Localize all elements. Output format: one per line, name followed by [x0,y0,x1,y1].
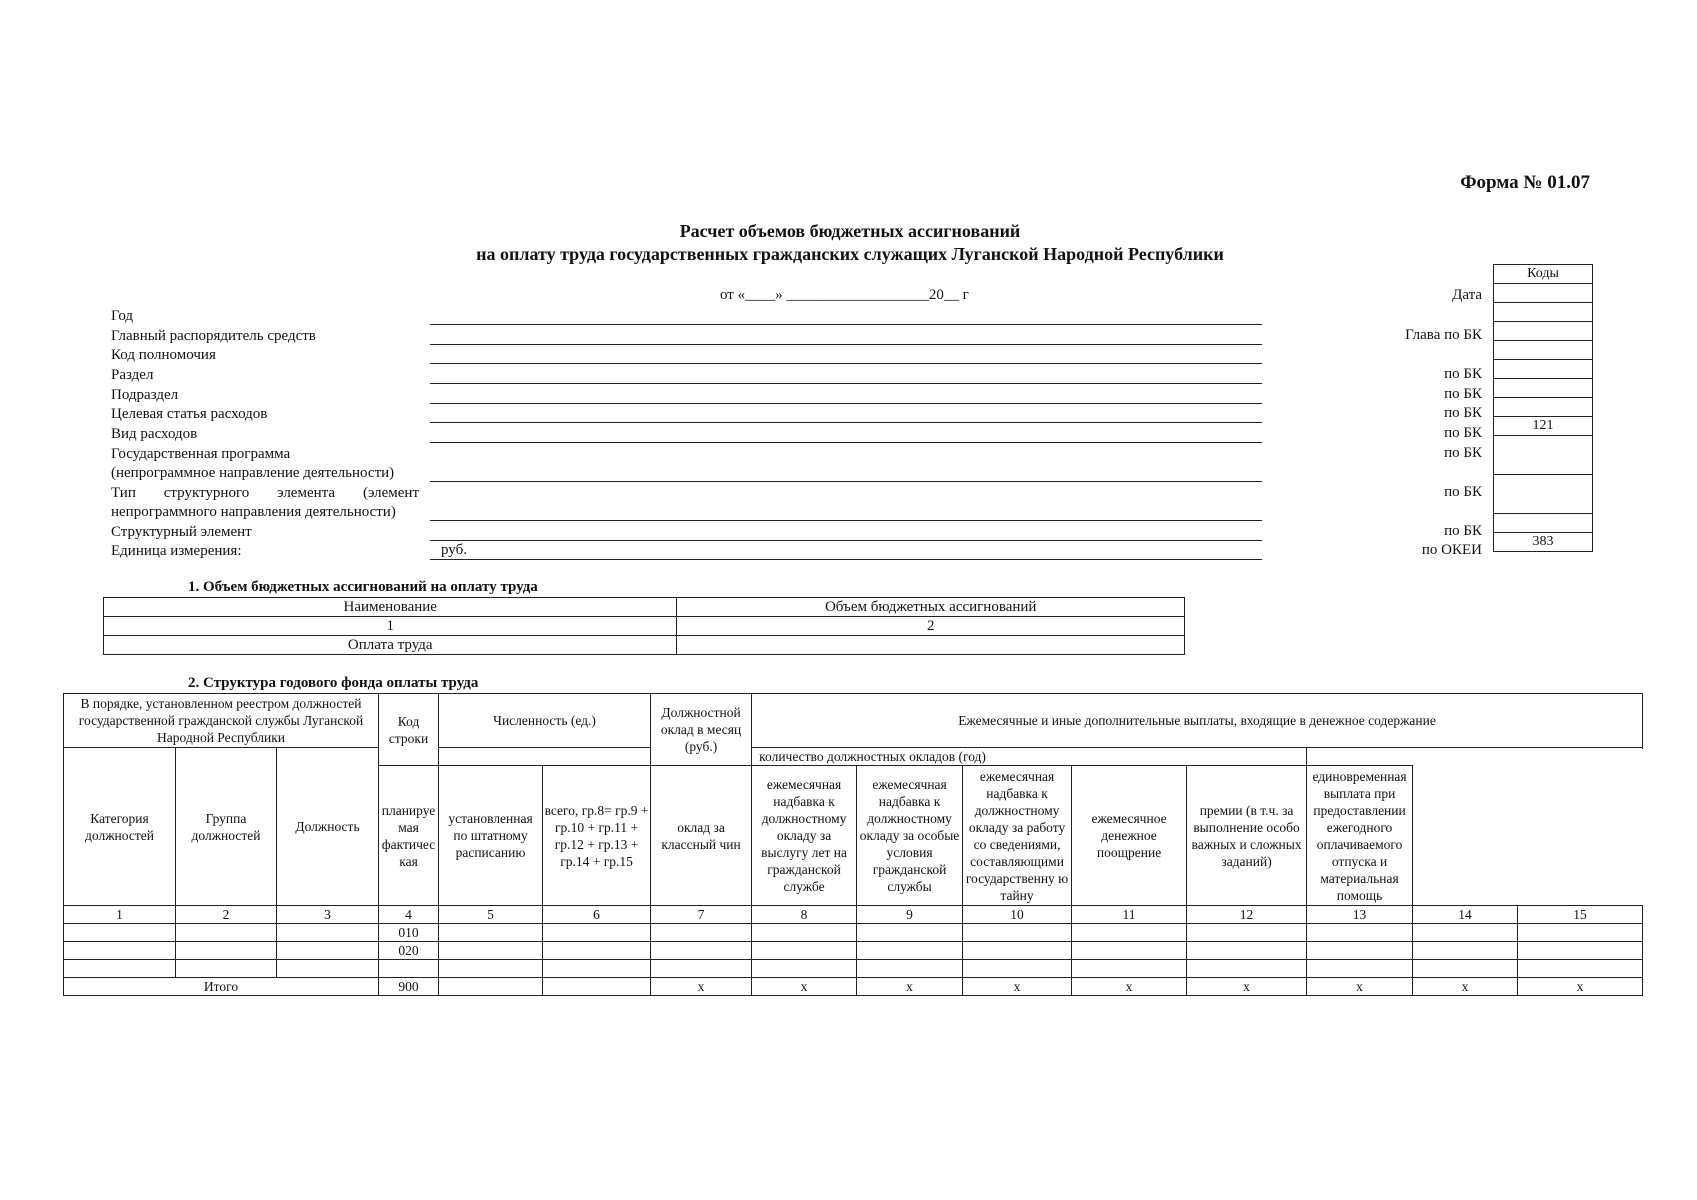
x-mark: x [1072,978,1187,996]
label-expense-type: Вид расходов [111,426,198,442]
col-number: 6 [543,906,651,924]
cell[interactable] [963,942,1072,960]
col-header-planned: планируемая фактическая [379,766,439,906]
col-header-group: Группа должностей [176,748,277,906]
unit-value: руб. [441,542,467,558]
cell[interactable] [857,960,963,978]
field-line-authority-code[interactable] [430,363,1262,364]
code-structural-element[interactable] [1494,514,1593,533]
x-mark: x [1413,978,1518,996]
x-mark: x [1307,978,1413,996]
col-header-volume: Объем бюджетных ассигнований [677,598,1185,617]
cell[interactable] [1413,960,1518,978]
cell[interactable] [277,924,379,942]
field-line-target-item[interactable] [430,422,1262,423]
x-mark: x [651,978,752,996]
code-blank[interactable] [1494,303,1593,322]
row-code: 020 [379,942,439,960]
code-subsection[interactable] [1494,379,1593,398]
field-line-expense-type[interactable] [430,442,1262,443]
cell[interactable] [1413,924,1518,942]
col-number: 2 [176,906,277,924]
registry-header: В порядке, установленном реестром должностей государственной гражданской службы Луганской Народной Республики [64,694,379,748]
code-state-program[interactable] [1494,436,1593,475]
headcount-header: Численность (ед.) [439,694,651,748]
col-number: 15 [1518,906,1643,924]
right-label-chapter: Глава по БК [1405,327,1482,343]
field-line-year[interactable] [430,324,1262,325]
code-okei[interactable]: 383 [1494,533,1593,552]
cell[interactable] [752,942,857,960]
code-target-item[interactable] [1494,398,1593,417]
col-number: 4 [379,906,439,924]
cell[interactable] [543,978,651,996]
code-date[interactable] [1494,284,1593,303]
date-line: от «____» ___________________20__ г [720,287,969,303]
cell[interactable] [64,924,176,942]
label-authority-code: Код полномочия [111,347,216,363]
codes-header: Коды [1494,265,1593,284]
label-element-type: Тип структурного элемента (элемент [111,485,419,501]
cell[interactable] [651,960,752,978]
table-row [64,960,1643,978]
cell[interactable] [1518,960,1643,978]
x-mark: x [1187,978,1307,996]
cell[interactable] [1307,942,1413,960]
col-number: 2 [677,617,1185,636]
col-number: 1 [64,906,176,924]
cell[interactable] [176,960,277,978]
col-header-established: установленная по штатному расписанию [439,766,543,906]
cell[interactable] [963,960,1072,978]
cell[interactable] [1307,960,1413,978]
field-line-structural-element[interactable] [430,540,1262,541]
cell[interactable] [176,942,277,960]
right-label-expense-type: по БК [1444,425,1482,441]
cell[interactable] [439,960,543,978]
field-line-unit[interactable] [430,559,1262,560]
cell[interactable] [543,960,651,978]
cell[interactable] [439,978,543,996]
field-line-section[interactable] [430,383,1262,384]
label-main-manager: Главный распорядитель средств [111,328,316,344]
x-mark: x [752,978,857,996]
col-number: 12 [1187,906,1307,924]
label-subsection: Подраздел [111,387,179,403]
col-header-15: единовременная выплата при предоставлении ежегодного оплачиваемого отпуска и материальная помощь [1307,766,1413,906]
cell[interactable] [176,924,277,942]
cell[interactable] [543,942,651,960]
label-unit: Единица измерения: [111,543,242,559]
right-label-date: Дата [1452,287,1482,303]
label-target-item: Целевая статья расходов [111,406,268,422]
col-number: 10 [963,906,1072,924]
field-line-subsection[interactable] [430,403,1262,404]
payments-header: Ежемесячные и иные дополнительные выплаты, входящие в денежное содержание [752,694,1643,748]
row-label-payroll: Оплата труда [104,636,677,655]
col-header-12: ежемесячная надбавка к должностному окладу за работу со сведениями, составляющими государственну ю тайну [963,766,1072,906]
right-label-target-item: по БК [1444,405,1482,421]
label-structural-element: Структурный элемент [111,524,252,540]
row-code: 010 [379,924,439,942]
col-header-10: ежемесячная надбавка к должностному окладу за выслугу лет на гражданской службе [752,766,857,906]
label-element-type-note: непрограммного направления деятельности) [111,504,396,520]
x-mark: x [857,978,963,996]
col-number: 7 [651,906,752,924]
label-state-program: Государственная программа [111,446,291,462]
col-header-11: ежемесячная надбавка к должностному окладу за особые условия гражданской службы [857,766,963,906]
document-title-line2: на оплату труда государственных гражданских служащих Луганской Народной Республики [476,244,1224,264]
col-number: 13 [1307,906,1413,924]
cell[interactable] [1187,924,1307,942]
cell[interactable] [64,960,176,978]
cell[interactable] [857,942,963,960]
col-number: 11 [1072,906,1187,924]
label-year: Год [111,308,134,324]
cell[interactable] [277,960,379,978]
label-state-program-note: (непрограммное направление деятельности) [111,465,395,481]
cell[interactable] [1413,942,1518,960]
field-line-main-manager[interactable] [430,344,1262,345]
cell[interactable] [439,942,543,960]
total-label: Итого [64,978,379,996]
form-number: Форма № 01.07 [1460,172,1590,193]
col-header-salary: Должностной оклад в месяц (руб.) [651,694,752,766]
col-header-13: ежемесячное денежное поощрение [1072,766,1187,906]
total-row [64,978,1643,996]
cell[interactable] [1518,942,1643,960]
right-label-structural-element: по БК [1444,523,1482,539]
label-section: Раздел [111,367,154,383]
cell[interactable] [64,942,176,960]
col-header-position: Должность [277,748,379,906]
cell[interactable] [1072,960,1187,978]
cell[interactable] [857,924,963,942]
col-header-14: премии (в т.ч. за выполнение особо важных и сложных заданий) [1187,766,1307,906]
cell[interactable] [752,924,857,942]
field-line-state-program[interactable] [430,481,1262,482]
col-number: 9 [857,906,963,924]
cell[interactable] [1518,924,1643,942]
field-line-element-type[interactable] [430,520,1262,521]
budget-volume-table [103,597,1185,655]
code-authority[interactable] [1494,341,1593,360]
cell[interactable] [439,924,543,942]
cell[interactable] [1187,960,1307,978]
cell[interactable] [752,960,857,978]
right-label-state-program: по БК [1444,445,1482,461]
code-element-type[interactable] [1494,475,1593,514]
section2-title: 2. Структура годового фонда оплаты труда [188,675,479,691]
right-label-okei: по ОКЕИ [1421,542,1482,558]
x-mark: x [963,978,1072,996]
codes-table [1493,264,1593,552]
col-number: 1 [104,617,677,636]
col-number: 3 [277,906,379,924]
salaries-count-header: количество должностных окладов (год) [439,748,1307,766]
document-title-line1: Расчет объемов бюджетных ассигнований [679,221,1021,241]
right-label-section: по БК [1444,366,1482,382]
cell[interactable] [963,924,1072,942]
payroll-structure-table [63,693,1643,996]
col-header-name: Наименование [104,598,677,617]
section1-title: 1. Объем бюджетных ассигнований на оплату труда [188,579,538,595]
right-label-subsection: по БК [1444,386,1482,402]
table-row [64,942,1643,960]
row-code [379,960,439,978]
cell-payroll-volume[interactable] [677,636,1185,655]
col-number: 8 [752,906,857,924]
cell[interactable] [1072,924,1187,942]
cell[interactable] [277,942,379,960]
code-chapter[interactable] [1494,322,1593,341]
cell[interactable] [651,942,752,960]
cell[interactable] [1072,942,1187,960]
code-expense-type[interactable]: 121 [1494,417,1593,436]
table-row [64,924,1643,942]
cell[interactable] [651,924,752,942]
col-header-code: Код строки [379,694,439,766]
code-section[interactable] [1494,360,1593,379]
cell[interactable] [1307,924,1413,942]
col-header-category: Категория должностей [64,748,176,906]
cell[interactable] [543,924,651,942]
col-number: 14 [1413,906,1518,924]
col-header-8: всего, гр.8= гр.9 + гр.10 + гр.11 + гр.12 + гр.13 + гр.14 + гр.15 [543,766,651,906]
cell[interactable] [1187,942,1307,960]
right-label-element-type: по БК [1444,484,1482,500]
col-number: 5 [439,906,543,924]
x-mark: x [1518,978,1643,996]
col-header-9: оклад за классный чин [651,766,752,906]
total-code: 900 [379,978,439,996]
